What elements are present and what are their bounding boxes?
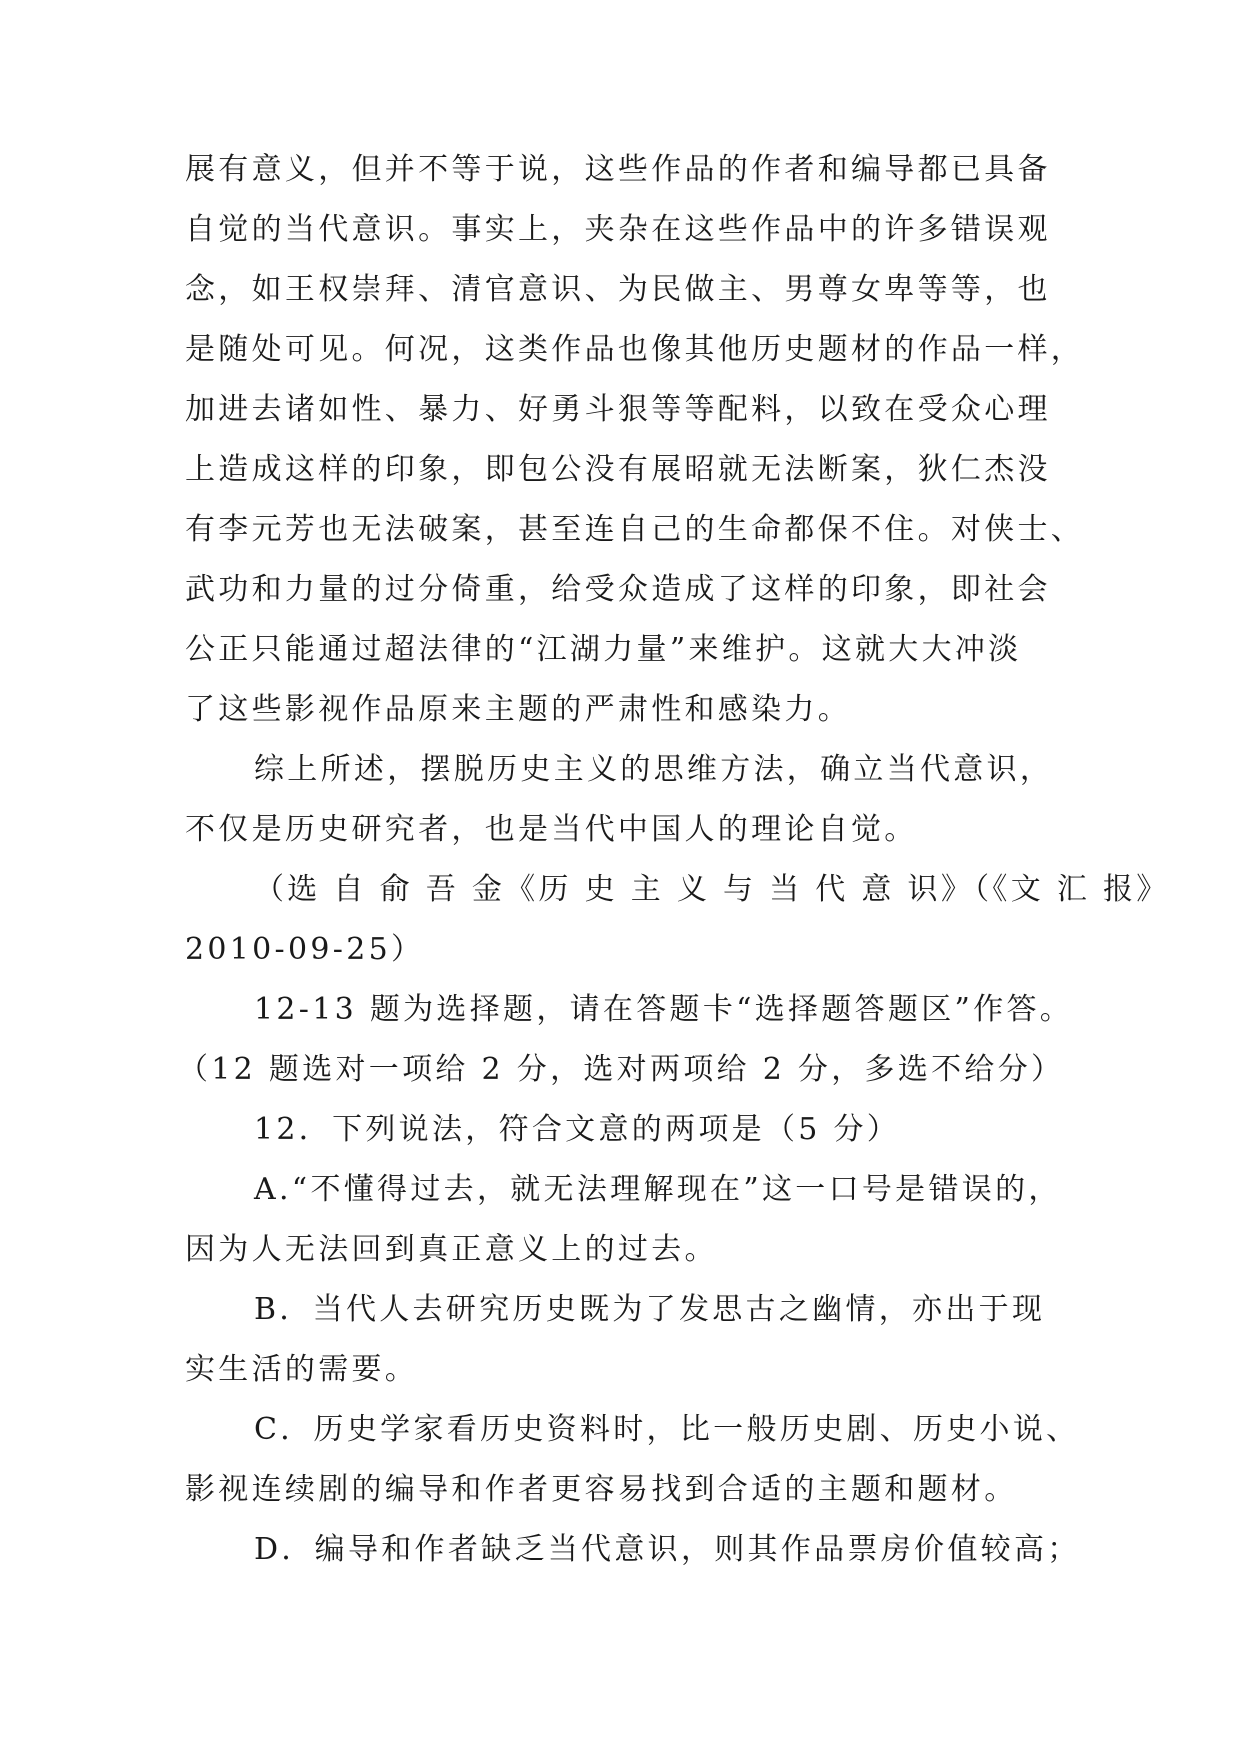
text-line: 上造成这样的印象，即包公没有展昭就无法断案，狄仁杰没: [185, 452, 1051, 487]
source-date: 2010-09-25）: [185, 932, 425, 967]
text-line: 有李元芳也无法破案，甚至连自己的生命都保不住。对侠士、: [185, 512, 1085, 547]
text-line: 展有意义，但并不等于说，这些作品的作者和编导都已具备: [185, 152, 1051, 187]
text-line: 念，如王权崇拜、清官意识、为民做主、男尊女卑等等，也: [185, 272, 1051, 307]
option-a: A.“不懂得过去，就无法理解现在”这一口号是错误的，: [254, 1172, 1062, 1207]
text-line: 公正只能通过超法律的“江湖力量”来维护。这就大大冲淡: [185, 632, 1022, 667]
text-line: 武功和力量的过分倚重，给受众造成了这样的印象，即社会: [185, 572, 1051, 607]
text-line: 了这些影视作品原来主题的严肃性和感染力。: [185, 692, 851, 727]
instruction-line: 12-13 题为选择题，请在答题卡“选择题答题区”作答。: [254, 992, 1074, 1027]
conclusion-line: 不仅是历史研究者，也是当代中国人的理论自觉。: [185, 812, 918, 847]
text-line: 是随处可见。何况，这类作品也像其他历史题材的作品一样，: [185, 332, 1085, 367]
option-d: D．编导和作者缺乏当代意识，则其作品票房价值较高；: [254, 1532, 1081, 1567]
option-a-continued: 因为人无法回到真正意义上的过去。: [185, 1232, 718, 1267]
conclusion-line: 综上所述，摆脱历史主义的思维方法，确立当代意识，: [254, 752, 1054, 787]
question-title: 12．下列说法，符合文意的两项是（5 分）: [254, 1112, 901, 1147]
instruction-line: （12 题选对一项给 2 分，选对两项给 2 分，多选不给分）: [178, 1052, 1065, 1087]
text-line: 加进去诸如性、暴力、好勇斗狠等等配料，以致在受众心理: [185, 392, 1051, 427]
source-citation: （选 自 俞 吾 金《历 史 主 义 与 当 代 意 识》（《文 汇 报》: [254, 872, 1170, 907]
text-line: 自觉的当代意识。事实上，夹杂在这些作品中的许多错误观: [185, 212, 1051, 247]
option-c: C．历史学家看历史资料时，比一般历史剧、历史小说、: [254, 1412, 1080, 1447]
option-b: B．当代人去研究历史既为了发思古之幽情，亦出于现: [254, 1292, 1046, 1327]
option-c-continued: 影视连续剧的编导和作者更容易找到合适的主题和题材。: [185, 1472, 1018, 1507]
option-b-continued: 实生活的需要。: [185, 1352, 419, 1387]
